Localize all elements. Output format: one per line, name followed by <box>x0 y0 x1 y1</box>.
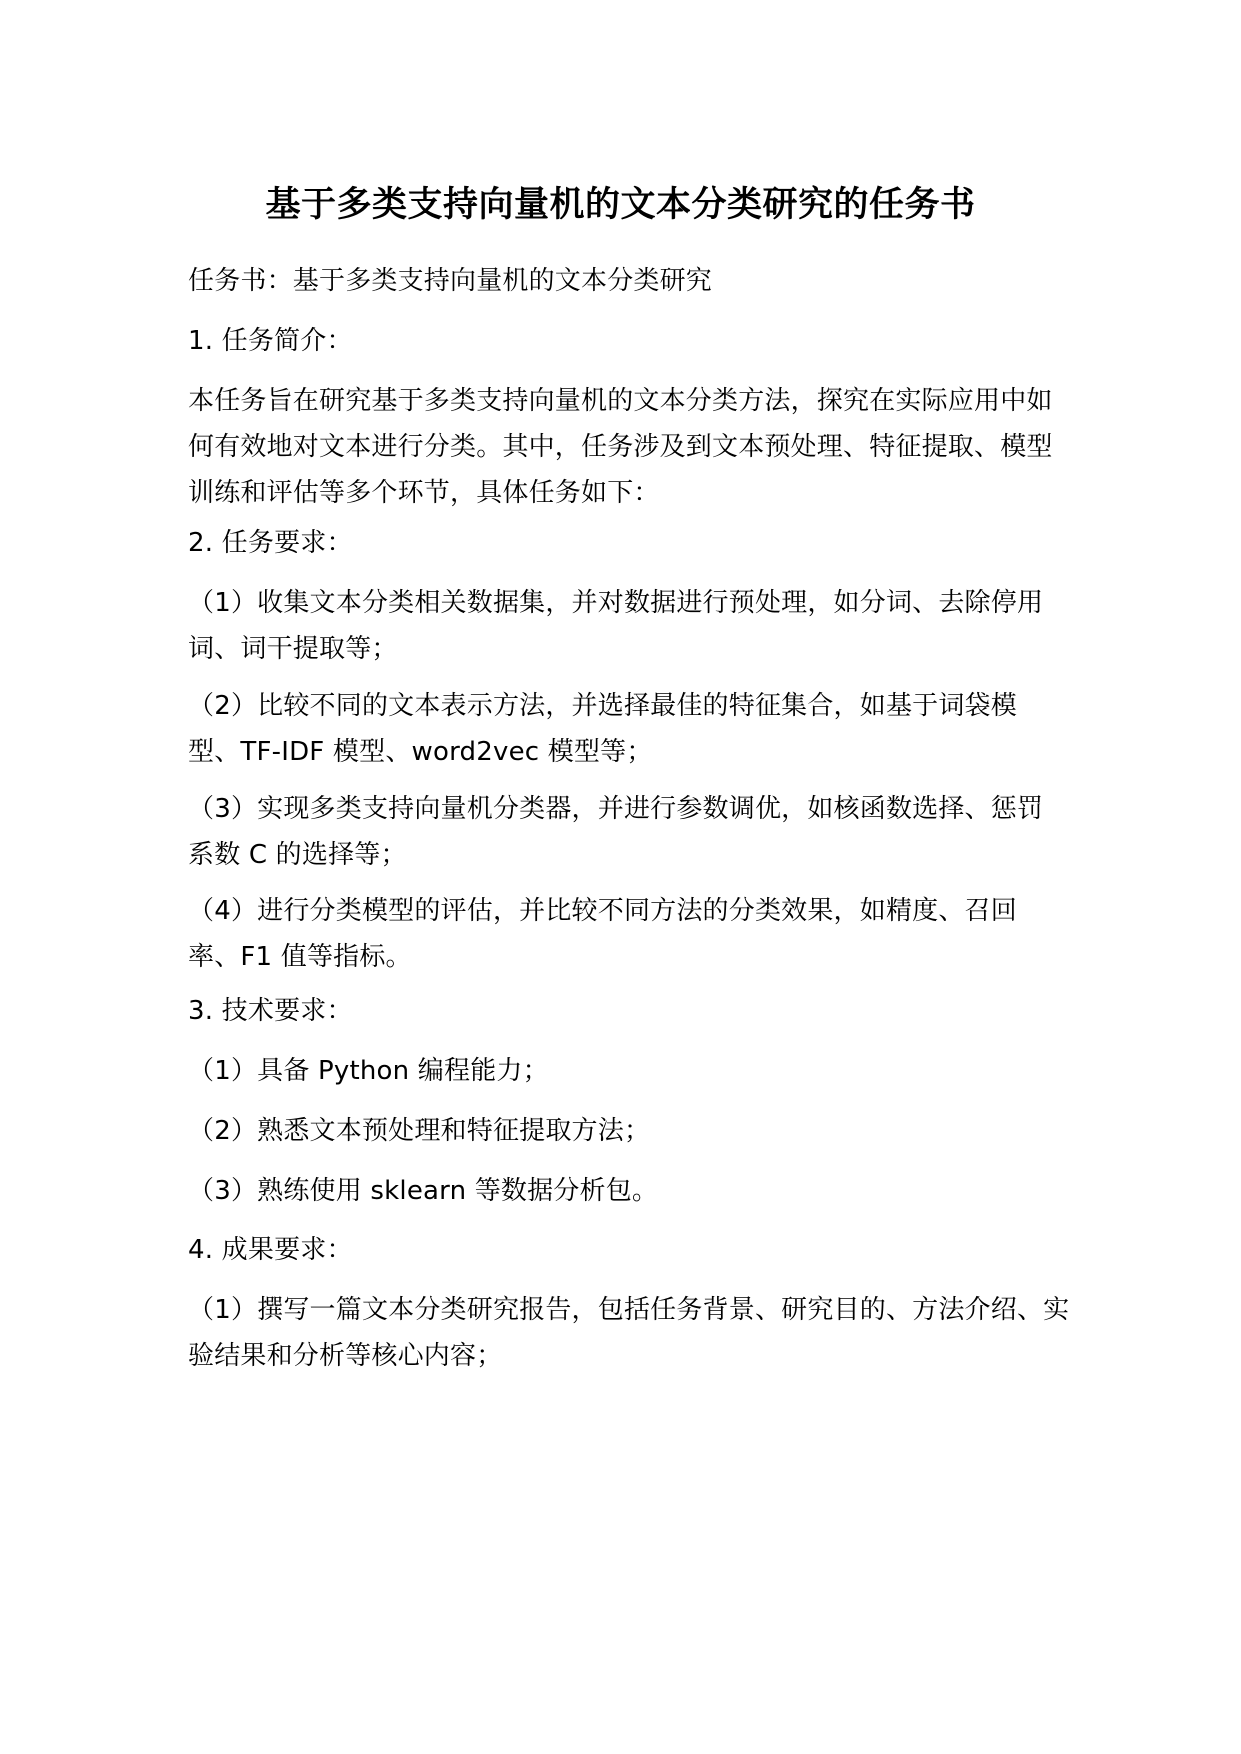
section-3-heading: 3. 技术要求： <box>188 996 353 1026</box>
requirement-item-1: （1）收集文本分类相关数据集，并对数据进行预处理，如分词、去除停用词、词干提取等； <box>188 588 1044 664</box>
outcome-item-1: （1）撰写一篇文本分类研究报告，包括任务背景、研究目的、方法介绍、实验结果和分析等核心内容； <box>188 1295 1070 1371</box>
document-title: 基于多类支持向量机的文本分类研究的任务书 <box>265 185 976 225</box>
tech-item-1: （1）具备 Python 编程能力； <box>188 1056 549 1086</box>
section-1-heading: 1. 任务简介： <box>188 326 353 356</box>
tech-item-2: （2）熟悉文本预处理和特征提取方法； <box>188 1116 651 1146</box>
section-2-heading: 2. 任务要求： <box>188 528 353 558</box>
section-4-heading: 4. 成果要求： <box>188 1235 353 1265</box>
requirement-item-2: （2）比较不同的文本表示方法，并选择最佳的特征集合，如基于词袋模型、TF-IDF 模型、word2vec 模型等； <box>188 691 1017 767</box>
task-intro-paragraph: 本任务旨在研究基于多类支持向量机的文本分类方法，探究在实际应用中如何有效地对文本进行分类。其中，任务涉及到文本预处理、特征提取、模型训练和评估等多个环节，具体任务如下： <box>188 386 1053 508</box>
requirement-item-4: （4）进行分类模型的评估，并比较不同方法的分类效果，如精度、召回率、F1 值等指标。 <box>188 896 1017 972</box>
tech-item-3: （3）熟练使用 sklearn 等数据分析包。 <box>188 1176 659 1206</box>
task-book-heading: 任务书：基于多类支持向量机的文本分类研究 <box>188 266 713 296</box>
requirement-item-3: （3）实现多类支持向量机分类器，并进行参数调优，如核函数选择、惩罚系数 C 的选择等； <box>188 794 1044 870</box>
